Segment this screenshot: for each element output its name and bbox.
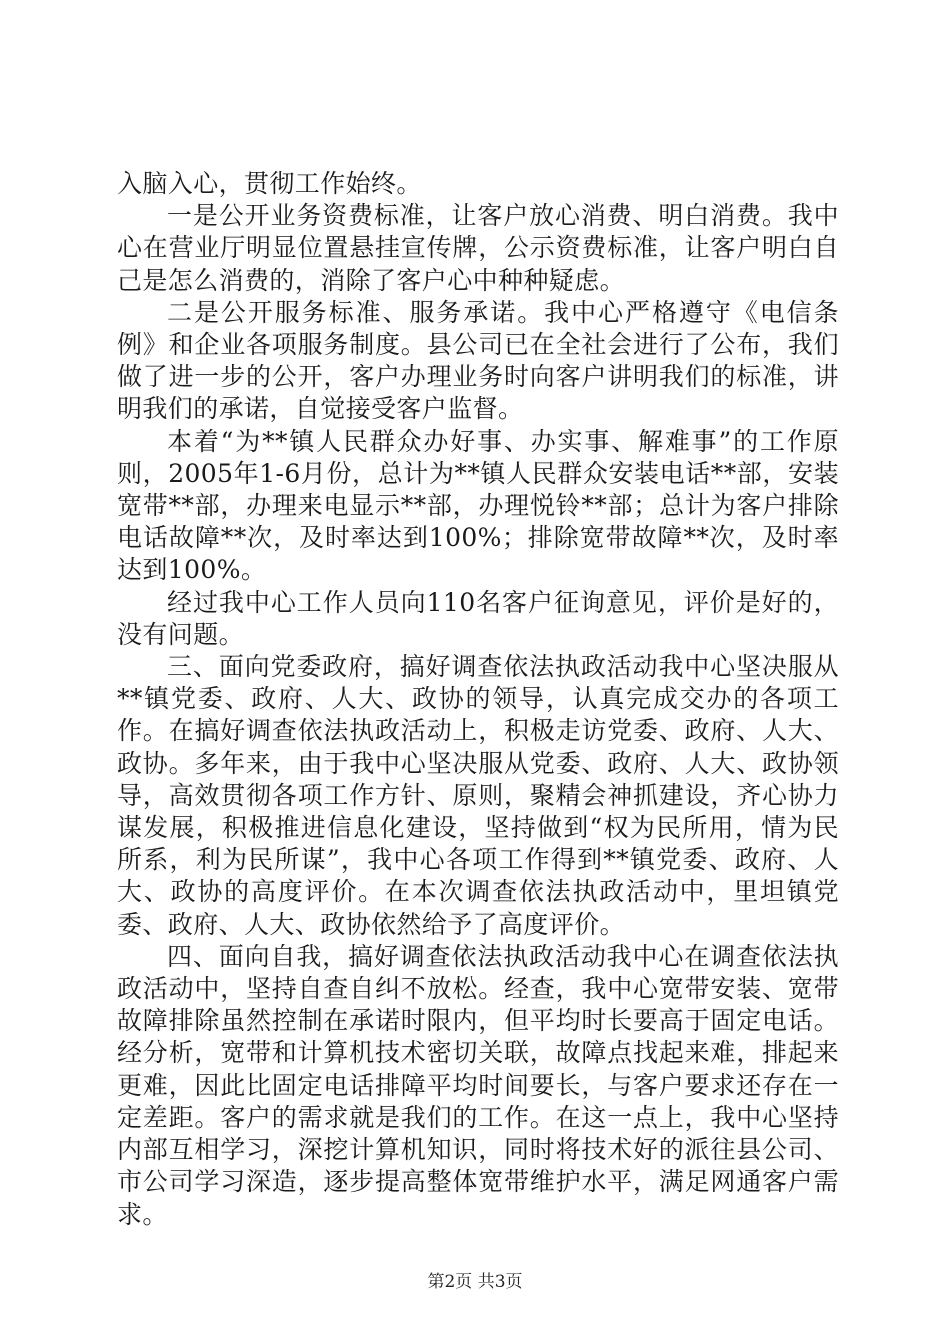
page-number-footer: 第2页 共3页 (427, 1272, 523, 1292)
document-body (117, 168, 839, 1231)
paragraph-fee-standards: 一是公开业务资费标准，让客户放心消费、明白消费。我中心在营业厅明显位置悬挂宣传牌，公示资费标准，让客户明白自己是怎么消费的，消除了客户心中种种疑虑。 (117, 201, 839, 295)
paragraph-section-three: 三、面向党委政府，搞好调查依法执政活动我中心坚决服从**镇党委、政府、人大、政协的领导，认真完成交办的各项工作。在搞好调查依法执政活动上，积极走访党委、政府、人大、政协。多年来，由于我中心坚决服从党委、政府、人大、政协领导，高效贯彻各项工作方针、原则，聚精会神抓建设，齐心协力谋发展，积极推进信息化建设，坚持做到“权为民所用，情为民所系，利为民所谋”，我中心各项工作得到**镇党委、政府、人大、政协的高度评价。在本次调查依法执政活动中，里坦镇党委、政府、人大、政协依然给予了高度评价。 (117, 652, 839, 939)
paragraph-customer-survey: 经过我中心工作人员向110名客户征询意见，评价是好的，没有问题。 (117, 587, 839, 649)
paragraph-work-principle: 本着“为**镇人民群众办好事、办实事、解难事”的工作原则，2005年1-6月份，总计为**镇人民群众安装电话**部，安装宽带**部，办理来电显示**部，办理悦铃**部；总计为客户排除电话故障**次，及时率达到100%；排除宽带故障**次，及时率达到100%。 (117, 426, 839, 585)
paragraph-continuation: 入脑入心，贯彻工作始终。 (117, 169, 422, 198)
paragraph-service-standards: 二是公开服务标准、服务承诺。我中心严格遵守《电信条例》和企业各项服务制度。县公司已在全社会进行了公布，我们做了进一步的公开，客户办理业务时向客户讲明我们的标准，讲明我们的承诺，自觉接受客户监督。 (117, 297, 839, 424)
paragraph-section-four: 四、面向自我，搞好调查依法执政活动我中心在调查依法执政活动中，坚持自查自纠不放松。经查，我中心宽带安装、宽带故障排除虽然控制在承诺时限内，但平均时长要高于固定电话。经分析，宽带和计算机技术密切关联，故障点找起来难，排起来更难，因此比固定电话排障平均时间要长，与客户要求还存在一定差距。客户的需求就是我们的工作。在这一点上，我中心坚持内部互相学习，深挖计算机知识，同时将技术好的派往县公司、市公司学习深造，逐步提高整体宽带维护水平，满足网通客户需求。 (117, 941, 839, 1229)
